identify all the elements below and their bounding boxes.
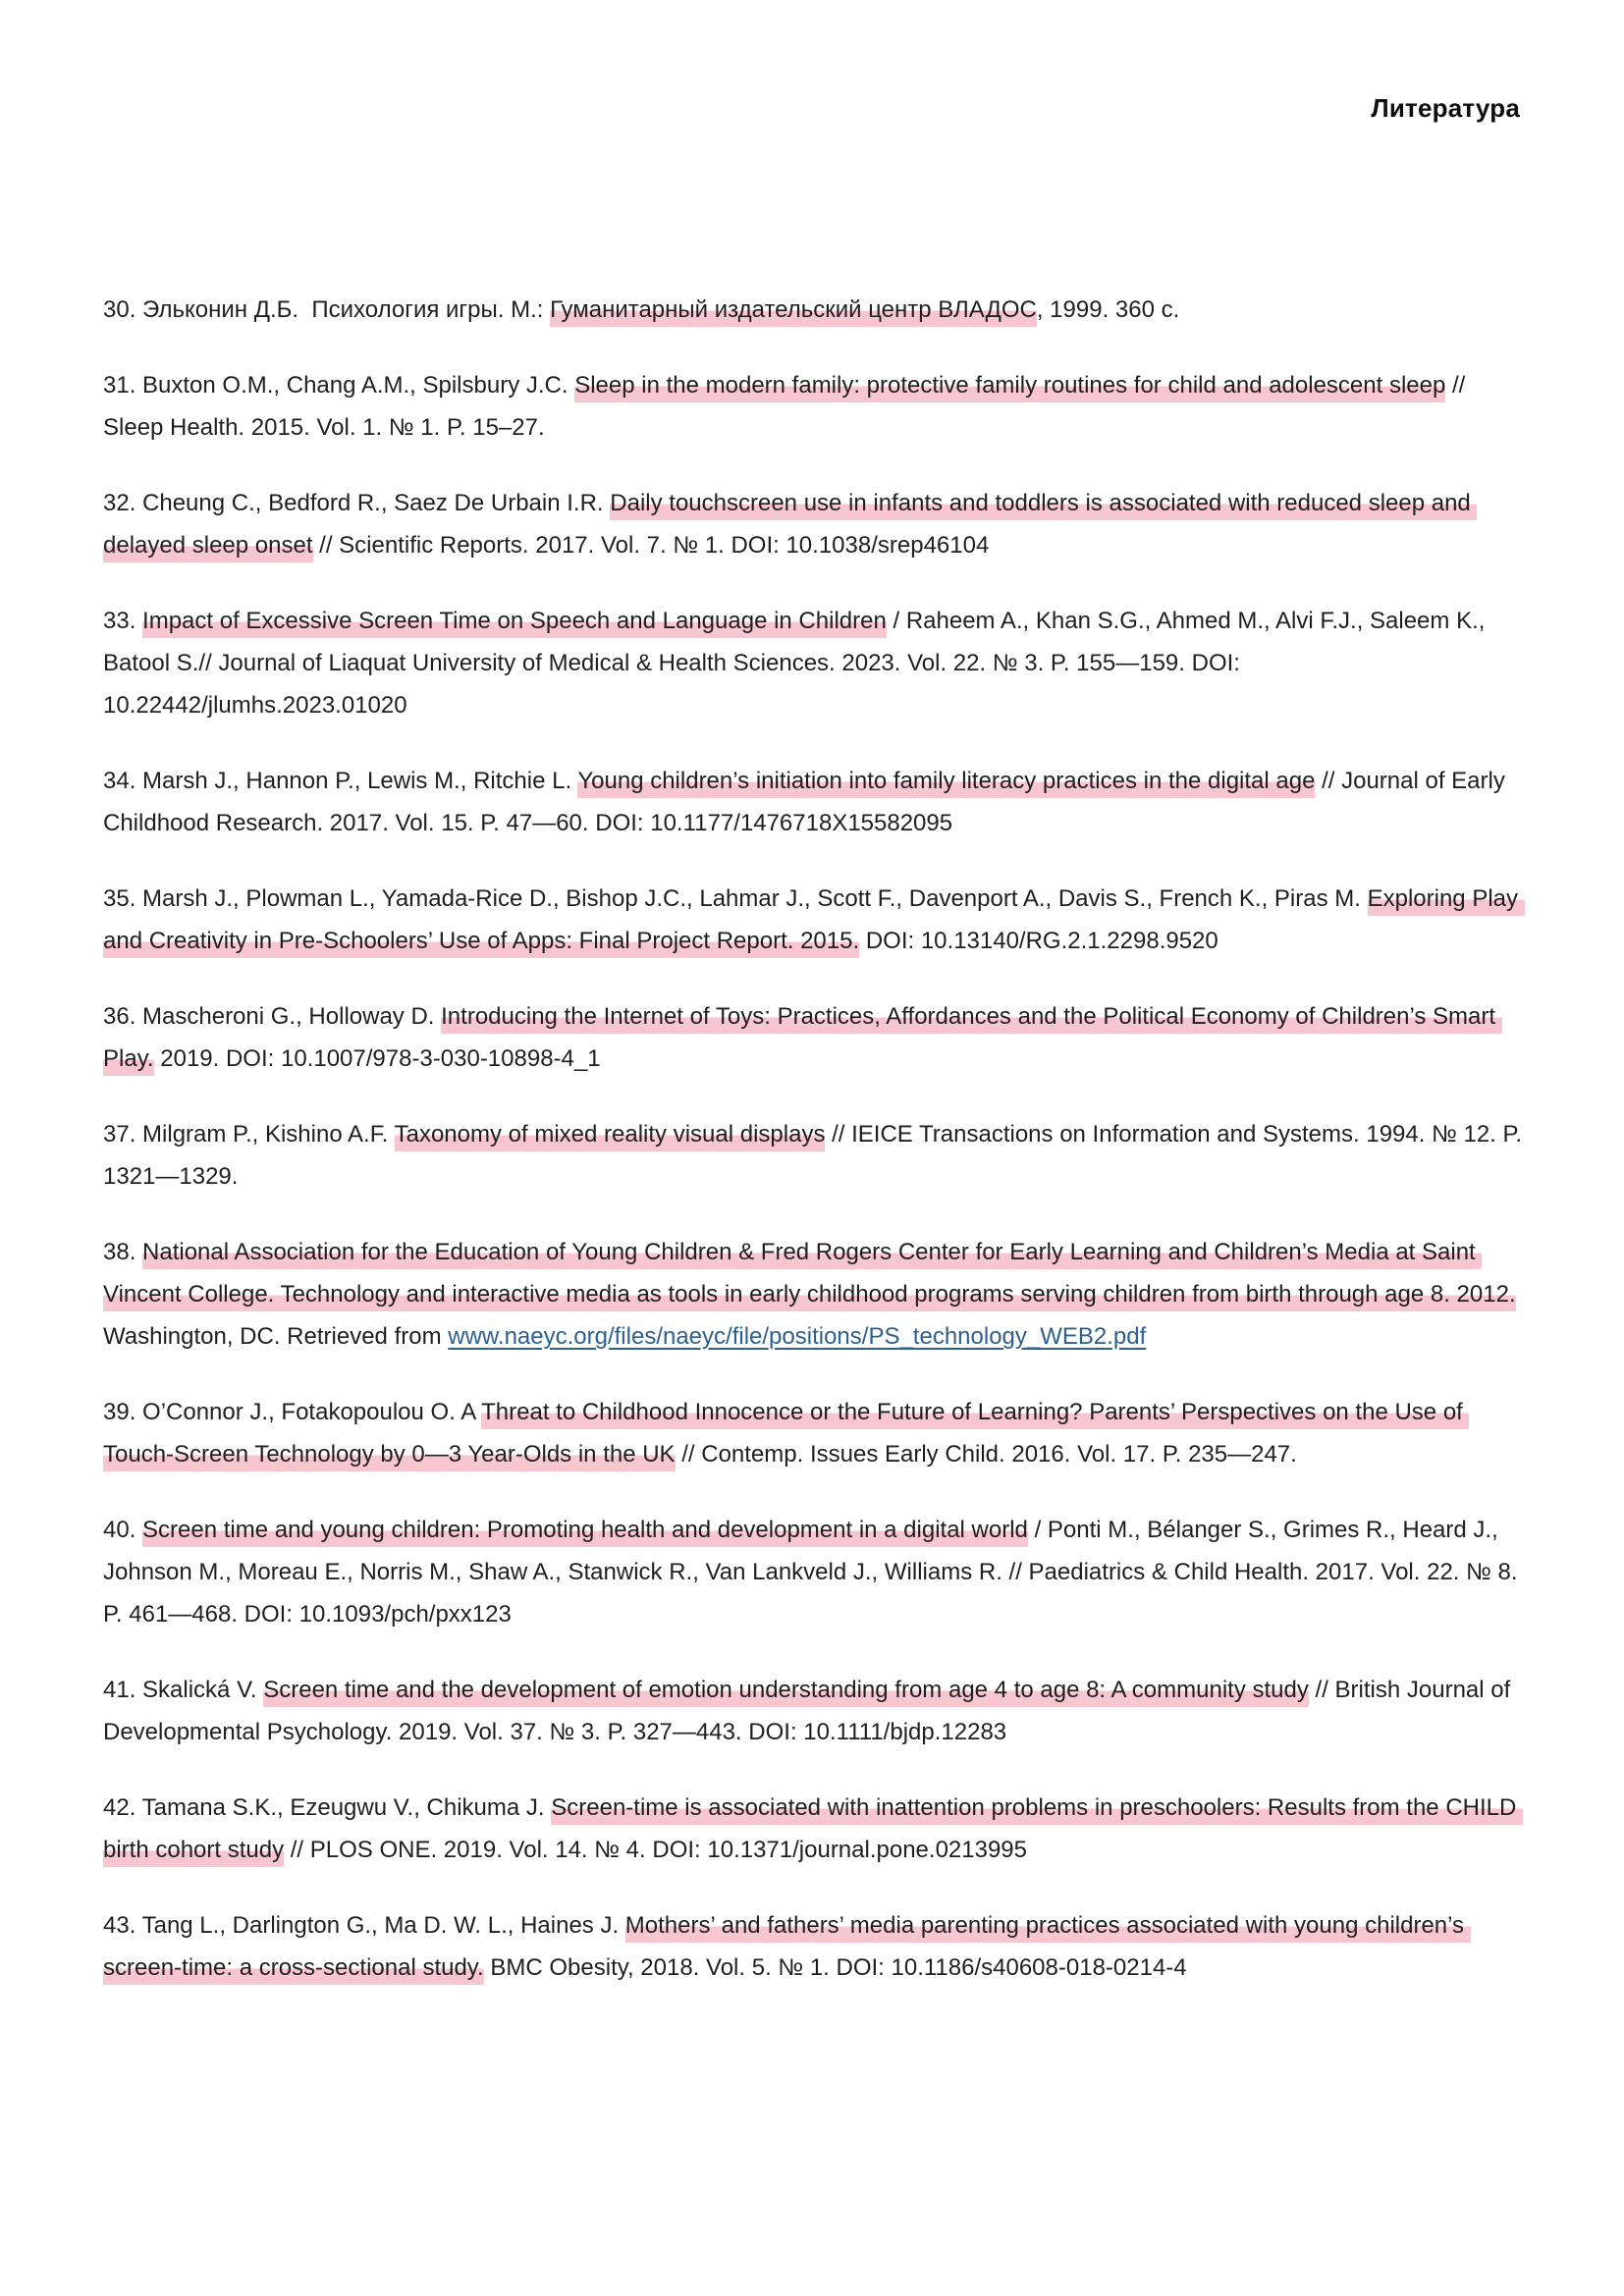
reference-item xyxy=(103,1391,1529,1475)
reference-text: // British Journal of Developmental Psychology. 2019. Vol. 37. № 3. P. 327—443. DOI: 10.1111/bjdp.12283 xyxy=(103,1677,1517,1745)
reference-text: 32. Cheung C., Bedford R., Saez De Urbain I.R. xyxy=(103,490,611,516)
reference-highlighted-text: Screen-time is associated with inattention problems in preschoolers: Results from the CHILD birth cohort study xyxy=(103,1794,1523,1867)
reference-highlighted-text: Exploring Play and Creativity in Pre-Schoolers’ Use of Apps: Final Project Report. 2015. xyxy=(103,885,1525,958)
reference-item xyxy=(103,1904,1529,1989)
reference-text: // Contemp. Issues Early Child. 2016. Vol. 17. P. 235—247. xyxy=(675,1441,1297,1468)
reference-highlighted-text: Impact of Excessive Screen Time on Speech and Language in Children xyxy=(142,608,887,638)
reference-text: DOI: 10.13140/RG.2.1.2298.9520 xyxy=(859,928,1218,954)
reference-text: 41. Skalická V. xyxy=(103,1677,264,1703)
reference-highlighted-text: Гуманитарный издательский центр ВЛАДОС xyxy=(550,296,1037,327)
reference-text: // IEICE Transactions on Information and Systems. 1994. № 12. P. 1321—1329. xyxy=(103,1121,1529,1190)
reference-text: // PLOS ONE. 2019. Vol. 14. № 4. DOI: 10.1371/journal.pone.0213995 xyxy=(284,1837,1027,1863)
reference-highlighted-text: National Association for the Education of Young Children & Fred Rogers Center for Early Learning and Children’s Media at Saint Vincent College. Technology and interactive media as tools in early childhood programs serving children from birth through age 8. 2012. xyxy=(103,1239,1516,1311)
reference-text: 37. Milgram P., Kishino A.F. xyxy=(103,1121,395,1148)
reference-item xyxy=(103,289,1529,331)
reference-url-link[interactable]: www.naeyc.org/files/naeyc/file/positions/PS_technology_WEB2.pdf xyxy=(448,1323,1147,1350)
reference-item xyxy=(103,364,1529,449)
reference-text: 35. Marsh J., Plowman L., Yamada-Rice D., Bishop J.C., Lahmar J., Scott F., Davenport A., Davis S., French K., Piras M. xyxy=(103,885,1368,912)
reference-item xyxy=(103,760,1529,844)
references-list xyxy=(103,289,1529,2022)
reference-text: // Scientific Reports. 2017. Vol. 7. № 1. DOI: 10.1038/srep46104 xyxy=(312,532,990,559)
reference-item xyxy=(103,482,1529,566)
reference-item xyxy=(103,878,1529,962)
reference-highlighted-text: Screen time and young children: Promoting health and development in a digital world xyxy=(142,1517,1028,1547)
reference-text: , 1999. 360 с. xyxy=(1036,296,1180,323)
reference-text: / Ponti M., Bélanger S., Grimes R., Heard J., Johnson M., Moreau E., Norris M., Shaw A., Stanwick R., Van Lankveld J., Williams R. // Paediatrics & Child Health. 2017. Vol. 22. № 8. P. 461—468. DOI: 10.1093/pch/pxx123 xyxy=(103,1517,1525,1628)
reference-text: 43. Tang L., Darlington G., Ma D. W. L., Haines J. xyxy=(103,1912,625,1939)
page-title: Литература xyxy=(1371,93,1520,123)
reference-text: 36. Mascheroni G., Holloway D. xyxy=(103,1003,442,1030)
reference-text: 30. Эльконин Д.Б. Психология игры. М.: xyxy=(103,296,551,323)
reference-item xyxy=(103,1509,1529,1635)
reference-highlighted-text: Threat to Childhood Innocence or the Future of Learning? Parents’ Perspectives on the Use of Touch-Screen Technology by 0—3 Year-Olds in the UK xyxy=(103,1399,1469,1471)
reference-item xyxy=(103,995,1529,1080)
reference-item xyxy=(103,1231,1529,1358)
reference-text: 2019. DOI: 10.1007/978-3-030-10898-4_1 xyxy=(153,1045,601,1072)
reference-text: 39. O’Connor J., Fotakopoulou O. A xyxy=(103,1399,482,1425)
reference-item xyxy=(103,1113,1529,1198)
reference-item xyxy=(103,600,1529,726)
reference-text: // Journal of Early Childhood Research. 2017. Vol. 15. P. 47—60. DOI: 10.1177/1476718X15582095 xyxy=(103,768,1512,836)
reference-text: 33. xyxy=(103,608,143,634)
reference-text: Washington, DC. Retrieved from xyxy=(103,1281,1523,1350)
reference-text: 34. Marsh J., Hannon P., Lewis M., Ritchie L. xyxy=(103,768,578,794)
reference-text: 31. Buxton O.M., Chang A.M., Spilsbury J.C. xyxy=(103,372,575,399)
reference-highlighted-text: Daily touchscreen use in infants and toddlers is associated with reduced sleep and delayed sleep onset xyxy=(103,490,1477,562)
reference-highlighted-text: Sleep in the modern family: protective family routines for child and adolescent sleep xyxy=(574,372,1445,402)
reference-text: / Raheem A., Khan S.G., Ahmed M., Alvi F.J., Saleem K., Batool S.// Journal of Liaquat University of Medical & Health Sciences. 2023. Vol. 22. № 3. P. 155—159. DOI: 10.22442/jlumhs.2023.01020 xyxy=(103,608,1492,719)
reference-text: 40. xyxy=(103,1517,143,1543)
reference-highlighted-text: Taxonomy of mixed reality visual displays xyxy=(395,1121,826,1151)
reference-text: BMC Obesity, 2018. Vol. 5. № 1. DOI: 10.1186/s40608-018-0214-4 xyxy=(483,1954,1187,1981)
reference-highlighted-text: Mothers’ and fathers’ media parenting practices associated with young children’s screen-time: a cross-sectional study. xyxy=(103,1912,1471,1985)
reference-text: // Sleep Health. 2015. Vol. 1. № 1. P. 15–27. xyxy=(103,372,1473,441)
reference-item xyxy=(103,1787,1529,1871)
reference-highlighted-text: Introducing the Internet of Toys: Practices, Affordances and the Political Economy of Children’s Smart Play. xyxy=(103,1003,1502,1076)
reference-item xyxy=(103,1669,1529,1753)
reference-highlighted-text: Screen time and the development of emotion understanding from age 4 to age 8: A community study xyxy=(263,1677,1309,1707)
reference-text: 38. xyxy=(103,1239,143,1265)
reference-text: 42. Tamana S.K., Ezeugwu V., Chikuma J. xyxy=(103,1794,552,1821)
reference-highlighted-text: Young children’s initiation into family literacy practices in the digital age xyxy=(577,768,1315,798)
